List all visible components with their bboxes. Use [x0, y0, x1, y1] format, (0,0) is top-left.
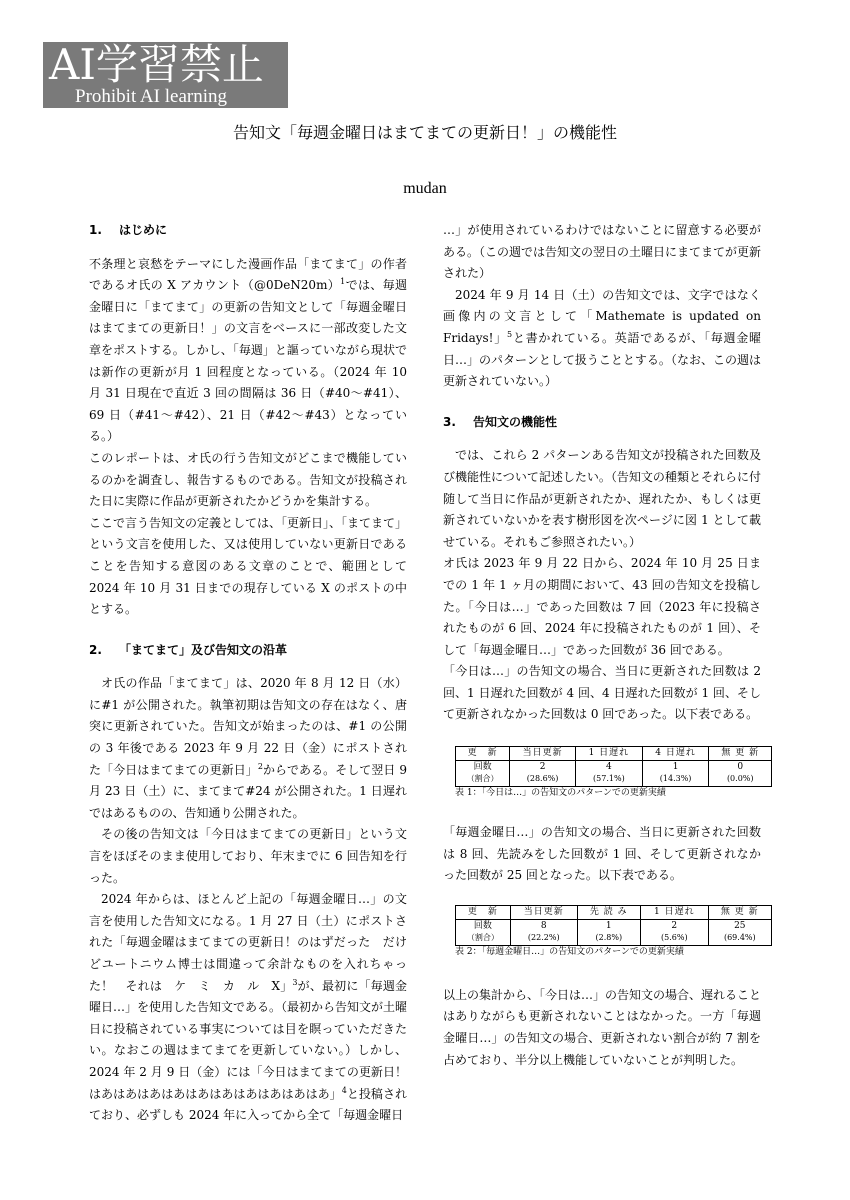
table-cell: 0 (0.0%) [709, 761, 772, 787]
paragraph: オ氏の作品「まてまて」は、2020 年 8 月 12 日（水）に#1 が公開された。執筆初期は告知文の存在はなく、唐突に更新されていた。告知文が始まったのは、#1 の公開の 3 年後である 2023 年 9 月 22 日（金）にポストされた「今日はまてまての更新日」$^2$からである。そして翌日 9 月 23 日（土）に、まてまて#24 が公開された。1 日遅れではあるものの、告知通り公開された。 [89, 676, 407, 820]
paper-author: mudan [403, 180, 447, 197]
table-header-cell: 1 日遅れ [640, 905, 708, 919]
table-cell: 4 (57.1%) [576, 761, 643, 787]
paragraph: ここで言う告知文の定義としては、「更新日」、「まてまて」という文言を使用した、又は使用していない更新日であることを告知する意図のある文章のことで、範囲として 2024 年 10 月 31 日までの現存している X のポストの中とする。 [89, 515, 408, 617]
footnote-ref: 1 [340, 277, 346, 287]
table-row [456, 919, 772, 945]
table-1-caption: 表 1：「今日は…」の告知文のパターンでの更新実績 [455, 788, 666, 799]
banner-main-text: AI学習禁止 [49, 42, 264, 89]
table-cell: 1 (2.8%) [577, 919, 640, 945]
paragraph: …」が使用されているわけではないことに留意する必要がある。（この週では告知文の翌日の土曜日にまてまてが更新された） [443, 223, 762, 281]
table-header-cell: 無 更 新 [709, 747, 772, 761]
paragraph: その後の告知文は「今日はまてまての更新日」という文言をほぼそのまま使用しており、年末までに 6 回告知を行った。 [89, 827, 407, 885]
table-2 [455, 905, 772, 946]
section-heading-3: 3. 告知文の機能性 [443, 414, 558, 429]
table-row-label: 回数 （割合） [456, 761, 510, 787]
paragraph: オ氏は 2023 年 9 月 22 日から、2024 年 10 月 25 日までの 1 年 1 ヶ月の期間において、43 回の告知文を投稿した。「今日は…」であった回数は 7 回（2023 年に投稿されたものが 6 回、2024 年に投稿されたものが 1 回）、そして「毎週金曜日…」であった回数が 36 回である。 [443, 556, 761, 657]
paragraph: 不条理と哀愁をテーマにした漫画作品「まてまて」の作者であるオ氏の X アカウント（@0DeN20m）$^1$では、毎週金曜日に「まてまて」の更新の告知文として「毎週金曜日はまてまての更新日！」の文言をベースに一部改変した文章をポストする。しかし、「毎週」と謳っていながら現状では新作の更新が月 1 回程度となっている。（2024 年 10 月 31 日現在で直近 3 回の間隔は 36 日（#40〜#41）、69 日（#41〜#42）、21 日（#42〜#43）となっている。） [89, 256, 407, 444]
table-header-cell: 当日更新 [510, 747, 576, 761]
table-2-caption: 表 2：「毎週金曜日…」の告知文のパターンでの更新実績 [455, 946, 684, 957]
table-header-cell: 更 新 [456, 747, 510, 761]
paragraph: 「毎週金曜日…」の告知文の場合、当日に更新された回数は 8 回、先読みをした回数が 1 回、そして更新されなかった回数が 25 回となった。以下表である。 [443, 825, 761, 883]
paragraph: 以上の集計から、「今日は…」の告知文の場合、遅れることはありながらも更新されないことはなかった。一方「毎週金曜日…」の告知文の場合、更新されない割合が約 7 割を占めており、半分以上機能していないことが判明した。 [443, 987, 762, 1067]
table-cell: 2 (28.6%) [510, 761, 576, 787]
right-column [443, 220, 761, 1071]
section-heading-2: 2. 「まてまて」及び告知文の沿革 [89, 642, 288, 657]
paper-title: 告知文「毎週金曜日はまてまての更新日！」の機能性 [232, 123, 617, 142]
table-header-row [456, 747, 772, 761]
paragraph: 「今日は…」の告知文の場合、当日に更新された回数は 2 回、1 日遅れた回数が 4 回、4 日遅れた回数が 1 回、そして更新されなかった回数は 0 回であった。以下表である。 [443, 664, 761, 722]
paragraph: このレポートは、オ氏の行う告知文がどこまで機能しているのかを調査し、報告するものである。告知文が投稿された日に実際に作品が更新されたかどうかを集計する。 [89, 450, 407, 509]
table-cell: 1 (14.3%) [642, 761, 709, 787]
left-column [89, 220, 407, 1127]
banner-sub-text: Prohibit AI learning [75, 86, 227, 107]
table-header-cell: 更 新 [456, 905, 511, 919]
table-row [456, 761, 772, 787]
table-header-row [456, 905, 772, 919]
footnote-ref: 5 [507, 329, 513, 339]
table-1 [455, 746, 772, 787]
table-row-label: 回数 （割合） [456, 919, 511, 945]
table-header-cell: 4 日遅れ [642, 747, 709, 761]
footnote-ref: 3 [292, 977, 298, 987]
table-header-cell: 先 読 み [577, 905, 640, 919]
table-cell: 25 (69.4%) [708, 919, 771, 945]
section-heading-1: 1. はじめに [89, 223, 168, 237]
table-header-cell: 無 更 新 [708, 905, 771, 919]
table-header-cell: 1 日遅れ [576, 747, 643, 761]
footnote-ref: 2 [257, 761, 263, 771]
paragraph: 2024 年 9 月 14 日（土）の告知文では、文字ではなく画像内の文言として「Mathemate is updated on Fridays!」$^5$と書かれている。英語であるが、「毎週金曜日…」のパターンとして扱うこととする。（なお、この週は更新されていない。） [443, 287, 761, 389]
table-cell: 2 (5.6%) [640, 919, 708, 945]
footnote-ref: 4 [341, 1085, 347, 1095]
paragraph: では、これら 2 パターンある告知文が投稿された回数及び機能性について記述したい。（告知文の種類とそれらに付随して当日に作品が更新されたか、遅れたか、もしくは更新されていないかを表す樹形図を次ページに図 1 として載せている。それもご参照されたい。） [443, 448, 761, 549]
ai-prohibit-banner [43, 42, 288, 108]
table-header-cell: 当日更新 [510, 905, 577, 919]
table-cell: 8 (22.2%) [510, 919, 577, 945]
paragraph: 2024 年からは、ほとんど上記の「毎週金曜日…」の文言を使用した告知文になる。1 月 27 日（土）にポストされた「毎週金曜はまてまての更新日！のはずだった だけどユートニウム博士は間違って余計なものを入れちゃった！ それは ケ ミ カ ル X」$^3$が、最初に「毎週金曜日…」を使用した告知文である。（最初から告知文が土曜日に投稿されている事実については目を瞑っていただきたい。なおこの週はまてまてを更新していない。）しかし、2024 年 2 月 9 日（金）には「今日はまてまての更新日！はあはあはあはあはあはあはあはあはあはあ」$^4$と投稿されており、必ずしも 2024 年に入ってから全て「毎週金曜日 [89, 892, 408, 1123]
